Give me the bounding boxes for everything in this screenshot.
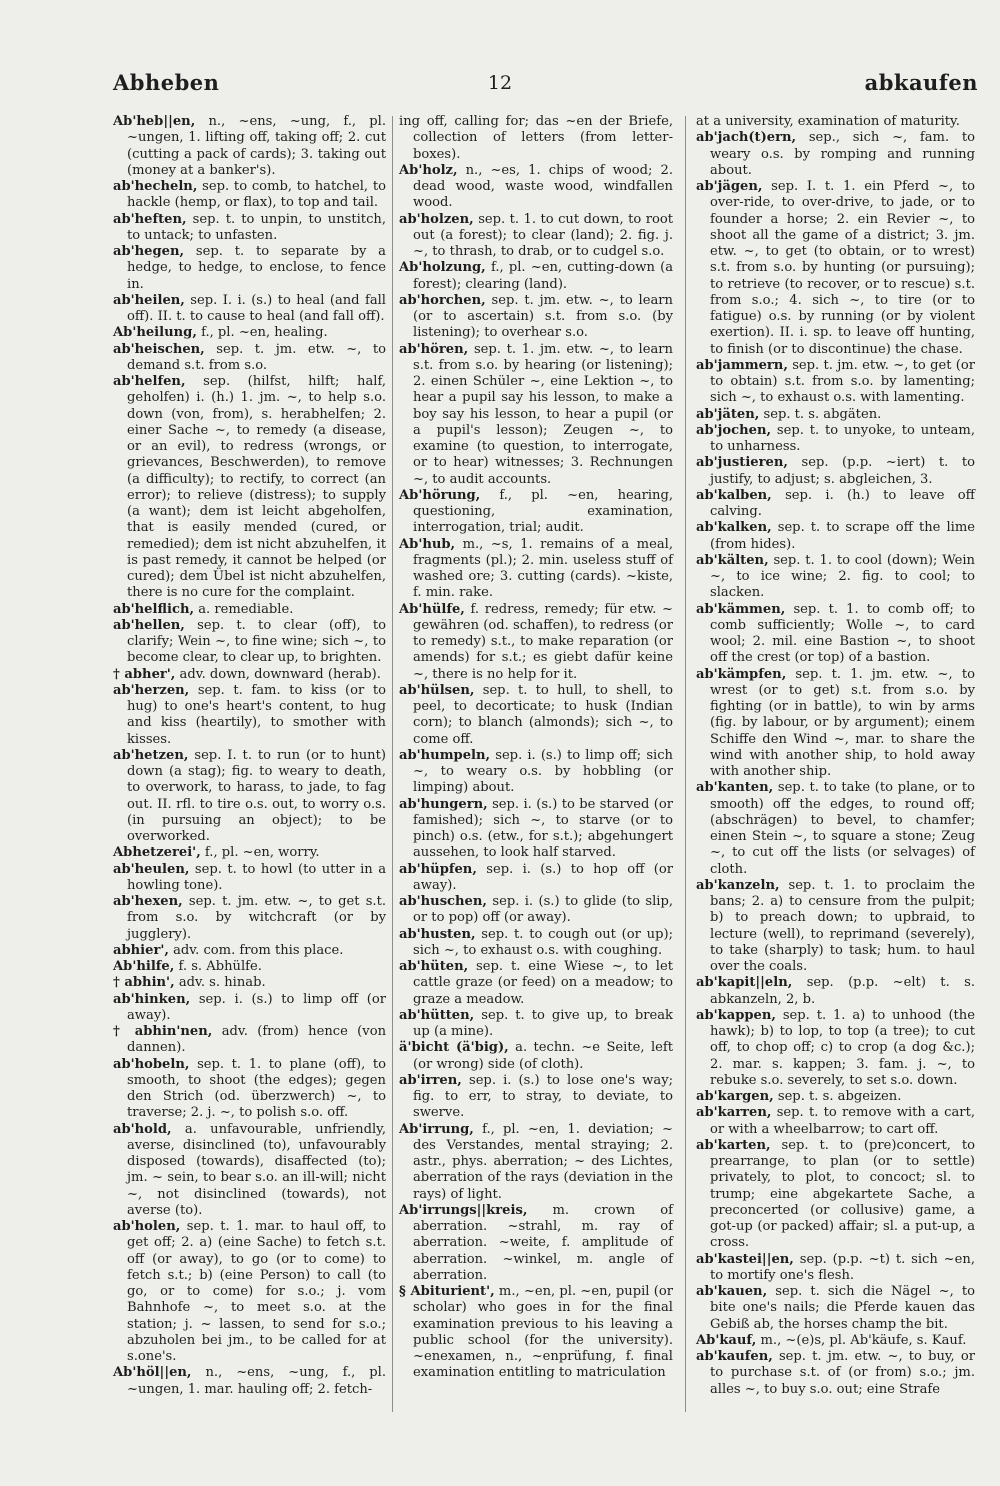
entry-headword: ab'kämmen, (696, 601, 786, 617)
entry-definition: sep. t. jm. etw. ~, to learn (or to ascertain) s.t. from s.o. (by listening); to overhear s.o. (413, 292, 673, 341)
dictionary-entry (113, 992, 386, 1025)
entry-definition: sep. t. s. abgeizen. (777, 1089, 902, 1104)
entry-definition: sep. t. to howl (to utter in a howling tone). (127, 861, 386, 893)
dictionary-entry (696, 1349, 975, 1398)
entry-definition: adv. down, downward (herab). (179, 666, 381, 682)
entry-headword: ab'hegen, (113, 244, 185, 259)
entry-definition: sep. t. to hull, to shell, to peel, to decorticate; to husk (Indian corn); to blanch (almonds); sich ~, to come off. (413, 682, 673, 747)
entry-headword: ab'helfen, (113, 374, 186, 389)
entry-headword: ab'kargen, (696, 1089, 774, 1104)
entry-headword: Ab'irrung, (399, 1121, 474, 1137)
entry-headword: ab'hütten, (399, 1007, 475, 1023)
dictionary-entry (399, 894, 673, 927)
dictionary-entry (696, 1333, 975, 1349)
dictionary-entry (696, 1008, 975, 1089)
entry-definition: sep. t. to scrape off the lime (from hides). (710, 520, 975, 552)
entry-headword: ab'husten, (399, 926, 476, 942)
entry-headword: Ab'holz, (399, 162, 458, 178)
dictionary-entry (113, 748, 386, 846)
entry-definition: sep. t. 1. to plane (off), to smooth, to shoot (the edges); gegen den Strich (od. überzwerch) ~, to traverse; 2. j. ~, to polish s.o. off. (127, 1056, 386, 1121)
entry-headword: † abher', (113, 666, 176, 682)
dictionary-entry (113, 862, 386, 895)
dictionary-entry (696, 1284, 975, 1333)
dictionary-entry (696, 520, 975, 553)
entry-headword: ab'heischen, (113, 341, 205, 357)
column-2 (399, 114, 673, 1382)
dictionary-entry (113, 1219, 386, 1365)
entry-headword: Abhetzerei', (113, 845, 201, 861)
dictionary-entry (696, 1252, 975, 1285)
dictionary-entry (399, 488, 673, 537)
entry-headword: ab'hobeln, (113, 1056, 190, 1072)
entry-definition: sep. (p.p. ~elt) t. s. abkanzeln, 2, b. (710, 975, 975, 1007)
entry-headword: ab'hungern, (399, 796, 488, 812)
entry-headword: † abhin'nen, (113, 1024, 213, 1039)
dictionary-entry (696, 878, 975, 976)
dictionary-entry (696, 423, 975, 456)
dictionary-entry (696, 1138, 975, 1252)
entry-headword: ab'heften, (113, 211, 187, 227)
dictionary-entry (113, 325, 386, 341)
dictionary-entry (113, 1024, 386, 1057)
entry-definition: m., ~en, pl. ~en, pupil (or scholar) who goes in for the final examination previous to his leaving a public school (for the university). ~enexamen, n., ~enprüfung, f. final examination entitling to matriculation (413, 1284, 673, 1381)
entry-headword: ab'hold, (113, 1121, 172, 1137)
entry-definition: f., pl. ~en, hearing, questioning, examination, interrogation, trial; audit. (413, 487, 673, 536)
dictionary-entry (113, 602, 386, 618)
entry-headword: ab'hexen, (113, 894, 183, 909)
dictionary-entry (113, 845, 386, 861)
dictionary-entry (113, 212, 386, 245)
entry-headword: ab'hüpfen, (399, 861, 477, 877)
entry-definition: adv. com. from this place. (173, 942, 344, 958)
dictionary-entry (113, 1057, 386, 1122)
entry-headword: Ab'kauf, (696, 1332, 757, 1348)
dictionary-entry (113, 959, 386, 975)
dictionary-entry (399, 748, 673, 797)
entry-headword: Ab'hörung, (399, 487, 481, 503)
entry-headword: ab'herzen, (113, 682, 190, 698)
entry-definition: sep. i. (s.) to limp off (or away). (127, 991, 387, 1023)
entry-headword: Ab'hub, (399, 536, 456, 552)
dictionary-entry (696, 179, 975, 358)
dictionary-entry (399, 212, 673, 261)
entry-headword: Ab'heilung, (113, 325, 197, 341)
entry-definition: sep. i. (s.) to hop off (or away). (413, 861, 673, 893)
column-divider (685, 116, 686, 1412)
page-header (0, 66, 1000, 106)
entry-definition: sep. t. 1. to comb off; to comb sufficiently; Wolle ~, to card wool; 2. mil. eine Bastion ~, to shoot off the crest (or top) of a bastion. (710, 601, 975, 666)
dictionary-entry (696, 667, 975, 781)
entry-definition: sep. t. eine Wiese ~, to let cattle graze (or feed) on a meadow; to graze a meadow. (413, 959, 673, 1007)
entry-definition: at a university, examination of maturity. (696, 114, 960, 129)
dictionary-entry (696, 407, 975, 423)
entry-headword: Ab'heb||en, (113, 114, 196, 129)
entry-definition: sep. t. jm. etw. ~, to demand s.t. from s.o. (127, 341, 386, 373)
entry-headword: ab'hinken, (113, 991, 191, 1007)
entry-definition: sep. t. to take (to plane, or to smooth) off the edges, to round off; (abschrägen) to bevel, to chamfer; einen Stein ~, to square a stone; Zeug ~, to cut off the lists (or selvages) of cloth. (710, 780, 975, 877)
entry-definition: adv. (from) hence (von dannen). (127, 1024, 387, 1056)
dictionary-entry (696, 455, 975, 488)
dictionary-entry (399, 1008, 673, 1041)
dictionary-entry (113, 1122, 386, 1220)
entry-definition: ing off, calling for; das ~en der Briefe, collection of letters (from letter-boxes). (399, 114, 673, 162)
entry-definition: sep. t. fam. to kiss (or to hug) to one's heart's content, to hug and kiss (heartily), to smother with kisses. (127, 682, 386, 747)
column-1 (113, 114, 386, 1398)
dictionary-entry (399, 862, 673, 895)
entry-definition: sep. I. i. (s.) to heal (and fall off). II. t. to cause to heal (and fall off). (127, 292, 386, 324)
entry-headword: ab'jäten, (696, 406, 760, 422)
dictionary-entry (696, 1105, 975, 1138)
entry-headword: ab'jammern, (696, 357, 788, 373)
entry-definition: sep. t. 1. to cut down, to root out (a forest); to clear (land); 2. fig. j. ~, to thrash, to drab, or to cudgel s.o. (413, 211, 673, 259)
dictionary-entry (113, 114, 386, 179)
entry-headword: ab'kastei||en, (696, 1251, 794, 1267)
left-guideword: Abheben (113, 70, 220, 95)
entry-definition: f., pl. ~en, 1. deviation; ~ des Verstandes, mental straying; 2. astr., phys. aberration; ~ des Lichtes, aberration of the rays (deviation in the rays) of light. (413, 1121, 673, 1202)
entry-headword: Ab'hülfe, (399, 601, 465, 617)
entry-headword: Ab'höl||en, (113, 1365, 192, 1381)
dictionary-entry (113, 894, 386, 943)
entry-definition: sep. t. s. abgäten. (763, 406, 882, 422)
entry-headword: ab'karten, (696, 1137, 771, 1153)
entry-headword: ab'kalben, (696, 487, 772, 503)
dictionary-entry (399, 260, 673, 293)
entry-definition: sep. (p.p. ~t) t. sich ~en, to mortify one's flesh. (710, 1251, 975, 1283)
entry-definition: f. s. Abhülfe. (178, 959, 262, 974)
entry-headword: ab'kalken, (696, 520, 772, 536)
entry-definition: m., ~(e)s, pl. Ab'käufe, s. Kauf. (760, 1332, 967, 1348)
dictionary-entry (399, 114, 673, 163)
entry-definition: sep. t. to clear (off), to clarify; Wein ~, to fine wine; sich ~, to become clear, to clear up, to brighten. (127, 617, 387, 666)
dictionary-entry (113, 975, 386, 991)
entry-headword: ab'humpeln, (399, 747, 491, 763)
dictionary-entry (399, 1284, 673, 1382)
entry-definition: sep. t. sich die Nägel ~, to bite one's nails; die Pferde kauen das Gebiß ab, the horses champ the bit. (710, 1284, 975, 1332)
entry-headword: ab'kaufen, (696, 1349, 773, 1364)
entry-definition: a. remediable. (198, 601, 294, 617)
dictionary-entry (696, 553, 975, 602)
entry-headword: abhier', (113, 942, 169, 958)
entry-definition: f., pl. ~en, cutting-down (a forest); clearing (land). (413, 260, 674, 292)
dictionary-entry (399, 602, 673, 683)
entry-definition: sep. t. 1. a) to unhood (the hawk); b) to lop, to top (a tree); to cut off, to chop off; c) to crop (a dog &c.); 2. mar. s. kappen; 3. fam. j. ~, to rebuke s.o. severely, to set s.o. down. (710, 1007, 975, 1088)
entry-definition: f. redress, remedy; für etw. ~ gewähren (od. schaffen), to redress (or to remedy) s.t., to make reparation (or amends) for s.t.; es giebt dafür keine ~, there is no help for it. (413, 601, 673, 682)
entry-definition: adv. s. hinab. (178, 975, 266, 991)
dictionary-entry (696, 358, 975, 407)
entry-definition: sep. t. 1. jm. etw. ~, to learn s.t. from s.o. by hearing (or listening); 2. einen Schüler ~, eine Lektion ~, to hear a pupil say his lesson, to make a boy say his lesson, to hear a pupil (or a pupil's lesson); Zeugen ~, to examine (to question, to interrogate, or to hear) witnesses; 3. Rechnungen ~, to audit accounts. (413, 341, 673, 487)
entry-definition: a. techn. ~e Seite, left (or wrong) side (of cloth). (413, 1040, 673, 1072)
entry-headword: ab'kämpfen, (696, 666, 787, 682)
dictionary-entry (113, 244, 386, 293)
dictionary-entry (696, 1089, 975, 1105)
entry-definition: sep. t. jm. etw. ~, to buy, or to purchase s.t. of (or from) s.o.; jm. alles ~, to buy s.o. out; eine Strafe (710, 1349, 976, 1397)
entry-definition: sep. t. to remove with a cart, or with a wheelbarrow; to cart off. (710, 1105, 975, 1137)
entry-definition: sep. t. to cough out (or up); sich ~, to exhaust o.s. with coughing. (413, 926, 673, 958)
entry-definition: n., ~ens, ~ung, f., pl. ~ungen, 1. lifting off, taking off; 2. cut (cutting a pack of cards); 3. taking out (money at a banker's). (127, 114, 386, 178)
entry-headword: ab'hellen, (113, 617, 185, 633)
entry-definition: sep. i. (s.) to lose one's way; fig. to err, to stray, to deviate, to swerve. (413, 1072, 673, 1121)
dictionary-entry (113, 1365, 386, 1398)
dictionary-entry (399, 163, 673, 212)
entry-definition: sep. (hilfst, hilft; half, geholfen) i. (h.) 1. jm. ~, to help s.o. down (von, from), s. herabhelfen; 2. einer Sache ~, to remedy (a disease, or an evil), to redress (wrongs, or grievances, Beschwerden), to remove (a difficulty); to rectify, to correct (an error); to relieve (distress); to supply (a want); dem ist leicht abgeholfen, that is easily mended (cured, or remedied); dem ist nicht abzuhelfen, it is past remedy, it cannot be helped (or cured); dem Übel ist nicht abzuhelfen, there is no cure for the complaint. (127, 374, 387, 601)
entry-definition: sep., sich ~, fam. to weary o.s. by romping and running about. (710, 130, 975, 178)
dictionary-entry (113, 618, 386, 667)
entry-headword: ab'justieren, (696, 455, 788, 471)
dictionary-entry (399, 1122, 673, 1203)
entry-definition: sep. t. 1. jm. etw. ~, to wrest (or to get) s.t. from s.o. by fighting (or in battle), to win by arms (fig. by labour, or by argument); einem Schiffe den Wind ~, mar. to share the wind with another ship, to hold away with another ship. (710, 666, 975, 779)
entry-headword: ab'horchen, (399, 292, 486, 308)
entry-definition: n., ~es, 1. chips of wood; 2. dead wood, waste wood, windfallen wood. (413, 162, 673, 211)
dictionary-entry (113, 374, 386, 602)
entry-definition: n., ~ens, ~ung, f., pl. ~ungen, 1. mar. hauling off; 2. fetch- (127, 1365, 386, 1397)
entry-headword: § Abiturient', (399, 1284, 495, 1299)
column-divider (392, 116, 393, 1412)
dictionary-entry (399, 1040, 673, 1073)
dictionary-entry (399, 797, 673, 862)
dictionary-entry (696, 114, 975, 130)
dictionary-entry (696, 780, 975, 878)
entry-headword: ab'hecheln, (113, 179, 198, 194)
entry-definition: sep. t. to (pre)concert, to prearrange, to plan (or to settle) privately, to plot, to concoct; sl. to trump; eine abgekartete Sache, a preconcerted (or collusive) game, a got-up (or packed) affair; sl. a put-up, a cross. (710, 1137, 975, 1251)
entry-definition: sep. i. (s.) to limp off; sich ~, to weary o.s. by hobbling (or limping) about. (413, 747, 673, 796)
entry-headword: ab'kappen, (696, 1007, 776, 1023)
entry-definition: f., pl. ~en, worry. (204, 845, 320, 861)
entry-definition: m., ~s, 1. remains of a meal, fragments (pl.); 2. min. useless stuff of washed ore; 3. cutting (cards). ~kiste, f. min. rake. (413, 536, 673, 601)
entry-headword: ab'jochen, (696, 422, 772, 438)
entry-headword: ab'irren, (399, 1072, 462, 1088)
entry-headword: ab'kauen, (696, 1284, 768, 1299)
entry-definition: sep. t. jm. etw. ~, to get (or to obtain) s.t. from s.o. by lamenting; sich ~, to exhaust o.s. with lamenting. (710, 357, 975, 406)
entry-headword: ab'kälten, (696, 552, 769, 568)
dictionary-entry (696, 488, 975, 521)
entry-definition: sep. t. 1. to proclaim the bans; 2. a) to censure from the pulpit; b) to preach down; to upbraid, to lecture (well), to reprimand (severely), to take (sharply) to task; hum. to haul over the coals. (710, 877, 975, 974)
entry-headword: ab'hetzen, (113, 747, 189, 763)
entry-definition: sep. I. t. 1. ein Pferd ~, to over-ride, to over-drive, to jade, or to founder a horse; 2. ein Revier ~, to shoot all the game of a district; 3. jm. etw. ~, to get (to obtain, or to wrest) s.t. from s.o. by hunting (or pursuing); to retrieve (to recover, or to rescue) s.t. from s.o.; 4. sich ~, to tire (or to fatigue) o.s. by running (or by violent exertion). II. i. sp. to leave off hunting, to finish (or to discontinue) the chase. (710, 179, 975, 357)
entry-definition: sep. t. 1. mar. to haul off, to get off; 2. a) (eine Sache) to fetch s.t. off (or away), to go (or to come) to fetch s.t.; b) (eine Person) to call (to go, or to come) for s.o.; j. vom Bahnhofe ~, to meet s.o. at the station; j. ~ lassen, to send for s.o.; abzuholen bei jm., to be called for at s.one's. (127, 1219, 386, 1364)
entry-headword: ä'bicht (ä'big), (399, 1040, 509, 1056)
dictionary-entry (399, 293, 673, 342)
entry-headword: † abhin', (113, 975, 175, 991)
entry-definition: sep. to comb, to hatchel, to hackle (hemp, or flax), to top and tail. (127, 179, 386, 211)
dictionary-entry (696, 130, 975, 179)
dictionary-entry (399, 927, 673, 960)
entry-definition: sep. t. jm. etw. ~, to get s.t. from s.o. by witchcraft (or by jugglery). (127, 894, 386, 942)
page-number: 12 (487, 72, 513, 94)
entry-headword: Ab'hilfe, (113, 959, 175, 974)
dictionary-entry (696, 602, 975, 667)
entry-definition: sep. t. to unpin, to unstitch, to untack; to unfasten. (127, 211, 386, 243)
entry-definition: sep. i. (s.) to be starved (or famished); sich ~, to starve (or to pinch) o.s. (etw., for s.t.); abgehungert aussehen, to look half starved. (413, 796, 673, 861)
right-guideword: abkaufen (864, 70, 978, 95)
dictionary-entry (696, 975, 975, 1008)
dictionary-entry (113, 293, 386, 326)
dictionary-entry (399, 1203, 673, 1284)
entry-definition: sep. t. to unyoke, to unteam, to unharness. (710, 422, 975, 454)
dictionary-entry (113, 179, 386, 212)
entry-definition: a. unfavourable, unfriendly, averse, disinclined (to), unfavourably disposed (towards), disaffected (to); jm. ~ sein, to bear s.o. an ill-will; nicht ~, not disinclined (towards), not averse (to). (127, 1121, 386, 1218)
entry-headword: ab'heilen, (113, 292, 185, 308)
entry-definition: sep. I. t. to run (or to hunt) down (a stag); fig. to weary to death, to overwork, to harass, to jade, to fag out. II. rfl. to tire o.s. out, to worry o.s. (in pursuing an object); to be overworked. (127, 747, 386, 844)
column-3 (696, 114, 975, 1398)
dictionary-entry (113, 342, 386, 375)
entry-headword: Ab'irrungs||kreis, (399, 1202, 528, 1218)
entry-definition: sep. t. 1. to cool (down); Wein ~, to ice wine; 2. fig. to cool; to slacken. (710, 552, 975, 601)
entry-headword: ab'heulen, (113, 861, 190, 877)
entry-definition: f., pl. ~en, healing. (201, 325, 328, 341)
dictionary-entry (399, 342, 673, 488)
entry-headword: ab'hören, (399, 341, 469, 357)
entry-headword: ab'helflich, (113, 601, 195, 617)
dictionary-entry (399, 683, 673, 748)
entry-headword: ab'hüten, (399, 959, 469, 974)
entry-headword: ab'hülsen, (399, 682, 475, 698)
entry-headword: ab'holzen, (399, 211, 474, 227)
entry-definition: sep. i. (s.) to glide (to slip, or to pop) off (or away). (413, 894, 674, 926)
dictionary-entry (113, 667, 386, 683)
entry-headword: ab'karren, (696, 1105, 772, 1121)
entry-definition: sep. t. to give up, to break up (a mine). (413, 1007, 673, 1039)
entry-headword: ab'jägen, (696, 179, 763, 194)
dictionary-entry (399, 959, 673, 1008)
entry-headword: ab'jach(t)ern, (696, 130, 797, 146)
entry-definition: sep. t. to separate by a hedge, to hedge, to enclose, to fence in. (127, 244, 386, 292)
entry-headword: ab'huschen, (399, 894, 487, 909)
dictionary-entry (399, 537, 673, 602)
dictionary-entry (113, 683, 386, 748)
entry-definition: sep. (p.p. ~iert) t. to justify, to adjust; s. abgleichen, 3. (710, 455, 975, 487)
entry-headword: ab'kanzeln, (696, 877, 780, 893)
entry-headword: ab'kanten, (696, 780, 774, 796)
entry-headword: ab'kapit||eln, (696, 975, 793, 991)
entry-definition: sep. i. (h.) to leave off calving. (710, 487, 975, 519)
entry-headword: ab'holen, (113, 1219, 181, 1234)
dictionary-entry (399, 1073, 673, 1122)
entry-headword: Ab'holzung, (399, 260, 486, 276)
entry-definition: m. crown of aberration. ~strahl, m. ray of aberration. ~weite, f. amplitude of aberration. ~winkel, m. angle of aberration. (413, 1202, 673, 1283)
dictionary-entry (113, 943, 386, 959)
